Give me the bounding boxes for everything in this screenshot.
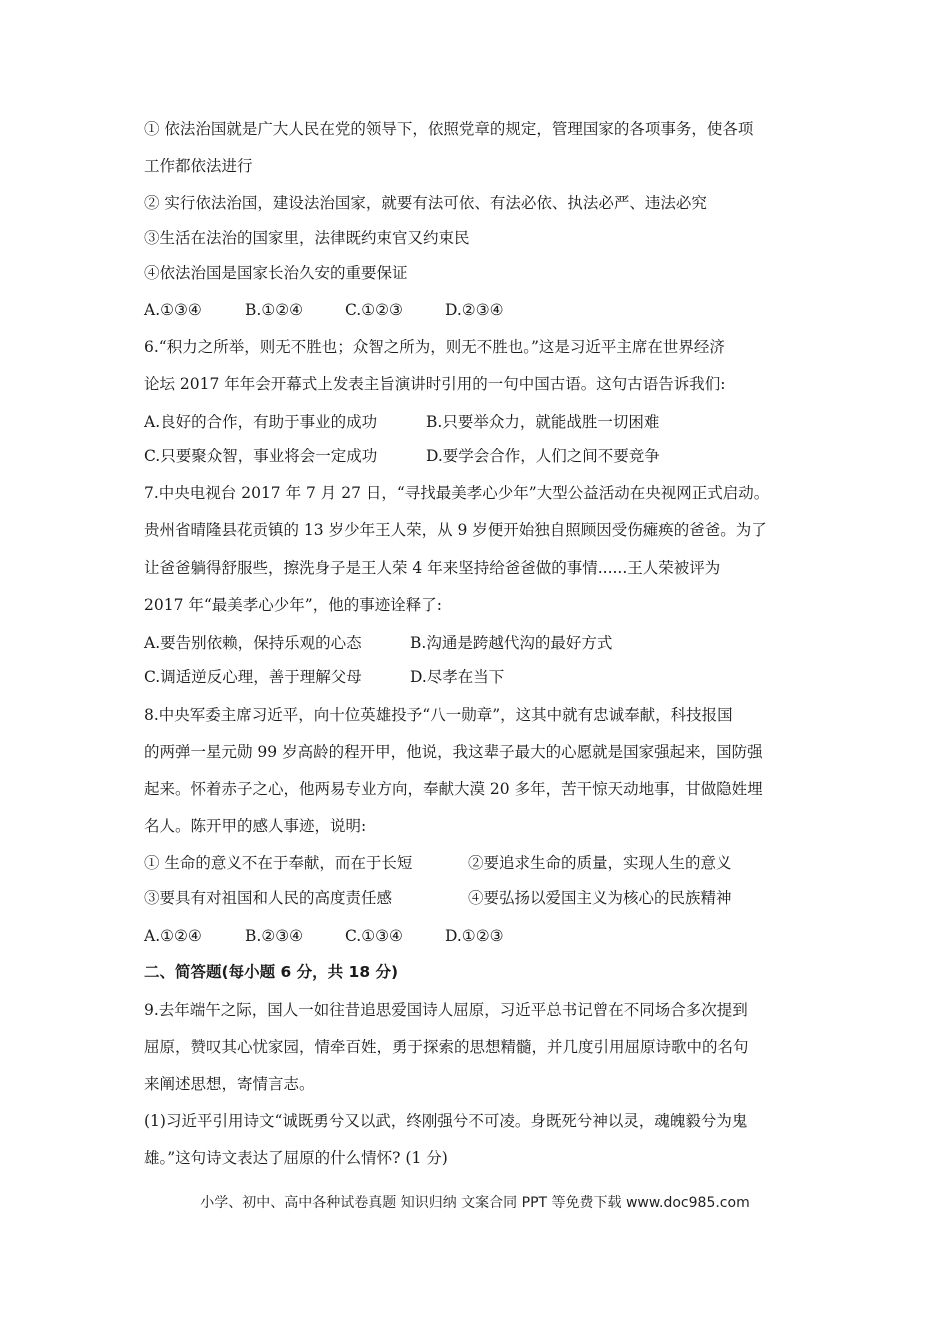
q6-stem-1: 6.“积力之所举，则无不胜也；众智之所为，则无不胜也。”这是习近平主席在世界经济	[144, 338, 725, 356]
q8-options	[144, 926, 504, 946]
q8-stem-2: 的两弹一星元勋 99 岁高龄的程开甲，他说，我这辈子最大的心愿就是国家强起来，国防强	[144, 743, 763, 761]
q8-statement-3: ③要具有对祖国和人民的高度责任感	[144, 889, 393, 907]
q5-statement-3: ③生活在法治的国家里，法律既约束官又约束民	[144, 229, 470, 247]
q7-option-a: A.要告别依赖，保持乐观的心态	[144, 634, 362, 652]
q9-stem-3: 来阐述思想，寄情言志。	[144, 1075, 315, 1093]
q7-option-d: D.尽孝在当下	[410, 668, 505, 686]
q8-statements-row-2	[144, 888, 732, 908]
q5-statement-4: ④依法治国是国家长治久安的重要保证	[144, 264, 408, 282]
q8-statements-row-1	[144, 853, 732, 873]
q8-statement-4: ④要弘扬以爱国主义为核心的民族精神	[468, 889, 732, 907]
q5-statement-2: ② 实行依法治国，建设法治国家，就要有法可依、有法必依、执法必严、违法必究	[144, 194, 707, 212]
q8-statement-1: ① 生命的意义不在于奉献，而在于长短	[144, 854, 413, 872]
q7-options-row-1	[144, 633, 612, 653]
q9-sub-1: (1)习近平引用诗文“诚既勇兮又以武，终刚强兮不可凌。身既死兮神以灵，魂魄毅兮为鬼	[144, 1112, 748, 1130]
section-2-heading: 二、简答题(每小题 6 分，共 18 分)	[144, 963, 399, 981]
q7-stem-2: 贵州省晴隆县花贡镇的 13 岁少年王人荣，从 9 岁便开始独自照顾因受伤瘫痪的爸爸。为了	[144, 521, 767, 539]
q9-sub-1-cont: 雄。”这句诗文表达了屈原的什么情怀? (1 分)	[144, 1149, 448, 1167]
q8-option-c: C.①③④	[345, 927, 403, 945]
q6-options-row-1	[144, 412, 659, 432]
q7-option-c: C.调适逆反心理，善于理解父母	[144, 668, 362, 686]
q5-statement-1-cont: 工作都依法进行	[144, 157, 253, 175]
q5-option-d: D.②③④	[445, 301, 504, 319]
q8-statement-2: ②要追求生命的质量，实现人生的意义	[468, 854, 732, 872]
q6-option-d: D.要学会合作，人们之间不要竞争	[426, 447, 660, 465]
q5-option-b: B.①②④	[245, 301, 304, 319]
q8-stem-4: 名人。陈开甲的感人事迹，说明:	[144, 817, 367, 835]
q8-option-a: A.①②④	[144, 927, 202, 945]
q6-option-a: A.良好的合作，有助于事业的成功	[144, 413, 378, 431]
q5-statement-1: ① 依法治国就是广大人民在党的领导下，依照党章的规定，管理国家的各项事务，使各项	[144, 120, 754, 138]
page-footer: 小学、初中、高中各种试卷真题 知识归纳 文案合同 PPT 等免费下载 www.doc985.com	[200, 1195, 750, 1211]
q6-option-c: C.只要聚众智，事业将会一定成功	[144, 447, 378, 465]
q8-stem-1: 8.中央军委主席习近平，向十位英雄投予“八一勋章”，这其中就有忠诚奉献，科技报国	[144, 706, 733, 724]
q7-stem-3: 让爸爸躺得舒服些，擦洗身子是王人荣 4 年来坚持给爸爸做的事情......王人荣被评为	[144, 559, 721, 577]
q7-option-b: B.沟通是跨越代沟的最好方式	[410, 634, 613, 652]
q6-options-row-2	[144, 446, 660, 466]
q6-option-b: B.只要举众力，就能战胜一切困难	[426, 413, 660, 431]
q8-option-b: B.②③④	[245, 927, 304, 945]
q5-option-a: A.①③④	[144, 301, 202, 319]
q8-stem-3: 起来。怀着赤子之心，他两易专业方向，奉献大漠 20 多年，苦干惊天动地事，甘做隐姓埋	[144, 780, 763, 798]
q7-stem-1: 7.中央电视台 2017 年 7 月 27 日，“寻找最美孝心少年”大型公益活动在央视网正式启动。	[144, 484, 770, 502]
q6-stem-2: 论坛 2017 年年会开幕式上发表主旨演讲时引用的一句中国古语。这句古语告诉我们:	[144, 375, 726, 393]
q9-stem-2: 屈原，赞叹其心忧家园，情牵百姓，勇于探索的思想精髓，并几度引用屈原诗歌中的名句	[144, 1038, 749, 1056]
q7-options-row-2	[144, 667, 504, 687]
q9-stem-1: 9.去年端午之际，国人一如往昔追思爱国诗人屈原，习近平总书记曾在不同场合多次提到	[144, 1001, 748, 1019]
q5-option-c: C.①②③	[345, 301, 403, 319]
q5-options	[144, 300, 504, 320]
q7-stem-4: 2017 年“最美孝心少年”，他的事迹诠释了:	[144, 596, 442, 614]
q8-option-d: D.①②③	[445, 927, 504, 945]
